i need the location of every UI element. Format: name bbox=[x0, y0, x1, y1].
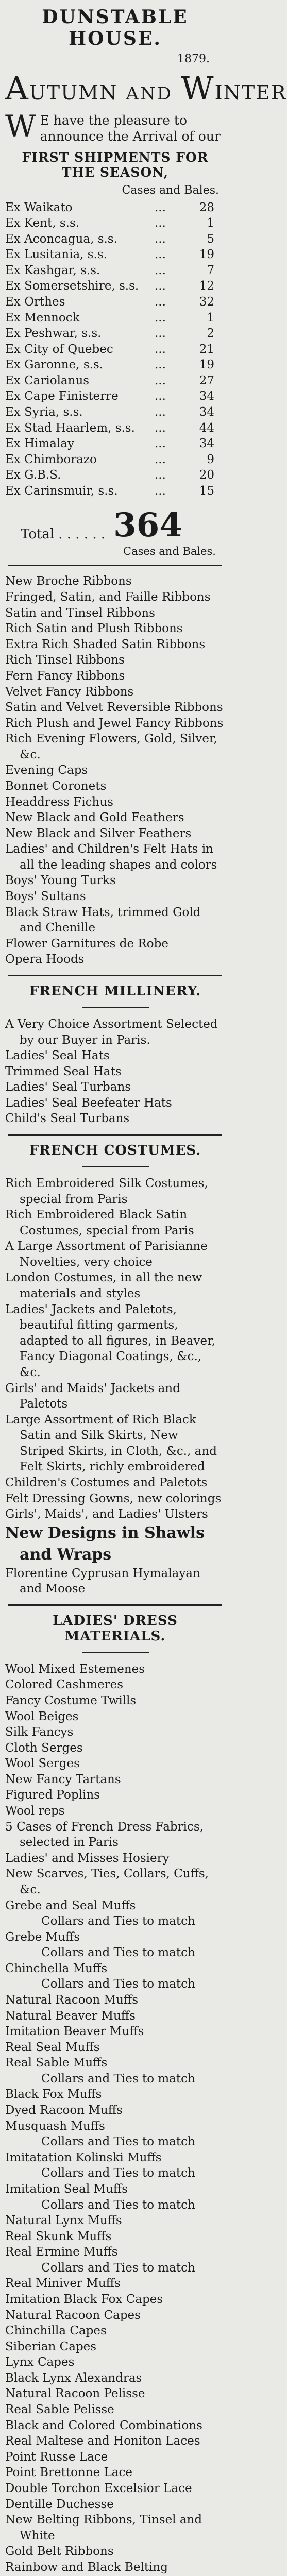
leader-dots: ... bbox=[155, 452, 166, 466]
season-w: W bbox=[180, 70, 215, 107]
matching-accessory-note: Collars and Ties to match bbox=[41, 1914, 195, 1928]
millinery-item: Trimmed Seal Hats bbox=[5, 1064, 122, 1078]
costume-item: Rich Embroidered Black Satin Costumes, special from Paris bbox=[5, 1208, 194, 1238]
leader-dots: ... bbox=[155, 295, 166, 309]
millinery-list bbox=[5, 1016, 225, 1127]
season-inter: INTER bbox=[214, 81, 287, 104]
ship-count: 15 bbox=[199, 484, 214, 498]
ship-name: Ex Cariolanus bbox=[5, 374, 90, 387]
dress-material-item: Wool Serges bbox=[5, 1757, 80, 1771]
millinery-item: Child's Seal Turbans bbox=[5, 1112, 130, 1126]
costume-item: Girls' and Maids' Jackets and Paletots bbox=[5, 1381, 180, 1411]
ribbon-item: Black Straw Hats, trimmed Gold and Chenille bbox=[5, 905, 201, 935]
millinery-item: Ladies' Seal Turbans bbox=[5, 1080, 131, 1094]
leader-dots: ... bbox=[155, 405, 166, 419]
ship-count: 19 bbox=[199, 248, 214, 262]
ribbon-item: New Black and Silver Feathers bbox=[5, 826, 192, 840]
ribbon-item: Boys' Sultans bbox=[5, 890, 86, 904]
ribbon-item: Extra Rich Shaded Satin Ribbons bbox=[5, 637, 206, 651]
ship-count: 12 bbox=[199, 279, 214, 293]
short-divider bbox=[82, 1166, 149, 1167]
ship-name: Ex Aconcagua, s.s. bbox=[5, 232, 117, 246]
ship-name: Ex Stad Haarlem, s.s. bbox=[5, 421, 135, 435]
matching-accessory-note: Collars and Ties to match bbox=[41, 1946, 195, 1960]
dress-material-item: Point Brettonne Lace bbox=[5, 2466, 132, 2480]
ship-count: 9 bbox=[207, 452, 214, 466]
ship-count: 19 bbox=[199, 358, 214, 372]
dress-material-item: Wool Mixed Estemenes bbox=[5, 1662, 145, 1676]
shipment-row bbox=[5, 200, 225, 216]
ship-name: Ex Chimborazo bbox=[5, 452, 97, 466]
dress-material-item: Cloth Serges bbox=[5, 1741, 83, 1755]
dress-material-item: Real Ermine Muffs bbox=[5, 2245, 118, 2259]
shipment-row bbox=[5, 294, 225, 310]
ribbon-item: Ladies' and Children's Felt Hats in all the leading shapes and colors bbox=[5, 842, 217, 872]
costume-item: Girls', Maids', and Ladies' Ulsters bbox=[5, 1507, 208, 1521]
year: 1879. bbox=[177, 53, 210, 65]
leader-dots: ... bbox=[155, 484, 166, 498]
dress-material-item: New Scarves, Ties, Collars, Cuffs, &c. bbox=[5, 1867, 209, 1896]
matching-accessory-note: Collars and Ties to match bbox=[41, 2072, 195, 2086]
dress-material-item: Colored Cashmeres bbox=[5, 1678, 124, 1692]
ribbon-item: Satin and Velvet Reversible Ribbons bbox=[5, 701, 223, 715]
ship-name: Ex Carinsmuir, s.s. bbox=[5, 484, 118, 498]
dress-material-item: Chinchella Muffs bbox=[5, 1961, 108, 1975]
dress-material-item: Chinchilla Capes bbox=[5, 2324, 107, 2338]
dress-material-item: Natural Racoon Pelisse bbox=[5, 2387, 145, 2401]
costume-item: Rich Embroidered Silk Costumes, special from Paris bbox=[5, 1176, 208, 1206]
ship-count: 5 bbox=[207, 232, 214, 246]
millinery-item: Ladies' Seal Beefeater Hats bbox=[5, 1096, 172, 1110]
dress-material-item: Dyed Racoon Muffs bbox=[5, 2104, 123, 2117]
matching-accessory-note: Collars and Ties to match bbox=[41, 2166, 195, 2180]
dress-material-item: Siberian Capes bbox=[5, 2340, 97, 2353]
leader-dots: ... bbox=[155, 468, 166, 482]
ship-name: Ex Kashgar, s.s. bbox=[5, 263, 100, 277]
millinery-item: Ladies' Seal Hats bbox=[5, 1049, 110, 1063]
first-shipments-heading: FIRST SHIPMENTS FOR THE SEASON, bbox=[22, 149, 209, 180]
costume-item: A Large Assortment of Parisianne Novelties, very choice bbox=[5, 1240, 208, 1269]
dress-material-item: Real Skunk Muffs bbox=[5, 2229, 112, 2243]
matching-accessory-note: Collars and Ties to match bbox=[41, 2198, 195, 2212]
leader-dots: ... bbox=[155, 263, 166, 277]
ship-name: Ex Garonne, s.s. bbox=[5, 358, 104, 372]
dress-material-item: Wool Beiges bbox=[5, 1709, 79, 1723]
dress-material-item: Imitation Beaver Muffs bbox=[5, 2025, 144, 2039]
shipment-row bbox=[5, 388, 225, 404]
matching-accessory-note: Collars and Ties to match bbox=[41, 2261, 195, 2275]
ribbon-item: Flower Garnitures de Robe bbox=[5, 937, 168, 951]
dress-material-item: Grebe and Seal Muffs bbox=[5, 1899, 136, 1912]
shipment-row bbox=[5, 326, 225, 342]
shipment-row bbox=[5, 310, 225, 326]
leader-dots: ... bbox=[155, 216, 166, 230]
dress-material-item: Lynx Capes bbox=[5, 2355, 75, 2369]
intro-text: E have the pleasure to announce the Arrival of our bbox=[40, 113, 221, 144]
dress-material-item: Imitation Black Fox Capes bbox=[5, 2292, 163, 2306]
leader-dots: ... bbox=[155, 437, 166, 451]
ship-name: Ex Waikato bbox=[5, 200, 73, 214]
ship-count: 32 bbox=[199, 295, 214, 309]
season-a: A bbox=[5, 70, 29, 107]
ribbon-item: Bonnet Coronets bbox=[5, 779, 107, 793]
leader-dots: ... bbox=[155, 311, 166, 325]
dress-material-item: Black Fox Muffs bbox=[5, 2088, 102, 2102]
dress-material-item: New Fancy Tartans bbox=[5, 1772, 121, 1786]
dress-material-item: Imitatation Kolinski Muffs bbox=[5, 2150, 162, 2164]
dress-material-item: Natural Beaver Muffs bbox=[5, 2009, 136, 2023]
shipment-row bbox=[5, 215, 225, 231]
shipment-row bbox=[5, 263, 225, 279]
dress-material-item: Musquash Muffs bbox=[5, 2119, 105, 2133]
ribbon-item: Opera Hoods bbox=[5, 953, 85, 967]
ship-count: 34 bbox=[199, 437, 214, 451]
ship-count: 44 bbox=[199, 421, 214, 435]
season-utumn: UTUMN bbox=[29, 81, 118, 104]
leader-dots: ... bbox=[155, 374, 166, 387]
dress-material-item: Natural Racoon Muffs bbox=[5, 1993, 139, 2007]
leader-dots: ... bbox=[155, 389, 166, 403]
shipment-row bbox=[5, 342, 225, 358]
shipment-row bbox=[5, 404, 225, 420]
dress-materials-heading: LADIES' DRESS MATERIALS. bbox=[53, 1613, 178, 1644]
leader-dots: ... bbox=[155, 200, 166, 214]
dress-material-item: Ladies' and Misses Hosiery bbox=[5, 1851, 170, 1865]
dress-material-item: Double Torchon Excelsior Lace bbox=[5, 2481, 192, 2495]
shipment-row bbox=[5, 483, 225, 499]
leader-dots: ... bbox=[155, 342, 166, 356]
dress-materials-list bbox=[5, 1662, 225, 2576]
leader-dots: ... bbox=[155, 327, 166, 341]
dress-material-item: Figured Poplins bbox=[5, 1788, 100, 1802]
shipment-row bbox=[5, 231, 225, 247]
divider bbox=[8, 565, 222, 566]
shipment-row bbox=[5, 452, 225, 468]
total-value: 364 bbox=[113, 506, 182, 545]
total-unit: Cases and Bales. bbox=[123, 545, 216, 558]
millinery-heading: FRENCH MILLINERY. bbox=[29, 983, 201, 999]
costume-item: Children's Costumes and Paletots bbox=[5, 1476, 208, 1489]
dress-material-item: Real Sable Muffs bbox=[5, 2056, 108, 2070]
ribbon-item: Rich Evening Flowers, Gold, Silver, &c. bbox=[5, 732, 217, 761]
dress-material-item: Rainbow and Black Belting bbox=[5, 2560, 168, 2574]
ribbon-list bbox=[5, 573, 225, 967]
costume-item: Ladies' Jackets and Paletots, beautiful fitting garments, adapted to all figures, in Beaver, Fancy Diagonal Coatings, &c., &c. bbox=[5, 1302, 215, 1379]
costume-item: Felt Dressing Gowns, new colorings bbox=[5, 1492, 222, 1505]
ship-name: Ex Syria, s.s. bbox=[5, 405, 83, 419]
short-divider bbox=[82, 1652, 149, 1653]
divider bbox=[8, 1604, 222, 1606]
shipment-row bbox=[5, 247, 225, 263]
total-label: Total bbox=[21, 527, 55, 543]
costumes-heading: FRENCH COSTUMES. bbox=[29, 1142, 201, 1158]
leader-dots: ... bbox=[155, 248, 166, 262]
dress-material-item: Natural Lynx Muffs bbox=[5, 2214, 122, 2228]
costume-item: London Costumes, in all the new materials and styles bbox=[5, 1271, 202, 1301]
ship-name: Ex City of Quebec bbox=[5, 342, 113, 356]
costume-item: Large Assortment of Rich Black Satin and Silk Skirts, New Striped Skirts, in Cloth, &c., and Felt Skirts, richly embroidered bbox=[5, 1413, 217, 1474]
ship-name: Ex Peshwar, s.s. bbox=[5, 327, 102, 341]
leader-dots: ... bbox=[155, 358, 166, 372]
dress-material-item: Black and Colored Combinations bbox=[5, 2418, 202, 2432]
ship-count: 27 bbox=[199, 374, 214, 387]
ship-count: 1 bbox=[207, 216, 214, 230]
cases-and-bales-heading: Cases and Bales. bbox=[122, 183, 219, 197]
dress-material-item: New Belting Ribbons, Tinsel and White bbox=[5, 2513, 202, 2543]
costumes-list bbox=[5, 1176, 225, 1522]
ship-name: Ex Kent, s.s. bbox=[5, 216, 80, 230]
dress-material-item: Real Maltese and Honiton Laces bbox=[5, 2434, 200, 2448]
ship-count: 34 bbox=[199, 389, 214, 403]
dress-material-item: Fancy Costume Twills bbox=[5, 1694, 137, 1708]
shipment-row bbox=[5, 420, 225, 436]
ship-count: 28 bbox=[199, 200, 214, 214]
dress-material-item: 5 Cases of French Dress Fabrics, selected in Paris bbox=[5, 1820, 204, 1850]
leader-dots: ... bbox=[155, 421, 166, 435]
ribbon-item: Rich Satin and Plush Ribbons bbox=[5, 622, 183, 636]
shipment-list bbox=[5, 200, 225, 499]
leader-dots: ... bbox=[155, 232, 166, 246]
ship-count: 1 bbox=[207, 311, 214, 325]
dress-material-item: Silk Fancys bbox=[5, 1725, 74, 1739]
ship-name: Ex G.B.S. bbox=[5, 468, 61, 482]
ribbon-item: Headdress Fichus bbox=[5, 795, 113, 809]
ship-count: 20 bbox=[199, 468, 214, 482]
dress-material-item: Grebe Muffs bbox=[5, 1930, 80, 1944]
dress-material-item: Black Lynx Alexandras bbox=[5, 2371, 142, 2385]
dress-material-item: Real Miniver Muffs bbox=[5, 2277, 121, 2291]
ship-name: Ex Cape Finisterre bbox=[5, 389, 119, 403]
dress-material-item: Imitation Seal Muffs bbox=[5, 2182, 128, 2196]
shawls-line: New Designs in Shawls and Wraps bbox=[5, 1523, 205, 1564]
intro-paragraph bbox=[5, 109, 225, 145]
shipment-row bbox=[5, 278, 225, 294]
ribbon-item: New Broche Ribbons bbox=[5, 574, 132, 588]
ship-name: Ex Orthes bbox=[5, 295, 65, 309]
short-divider bbox=[82, 1007, 149, 1008]
shipment-row bbox=[5, 373, 225, 389]
ribbon-item: Rich Tinsel Ribbons bbox=[5, 653, 125, 667]
season-and: AND bbox=[126, 83, 173, 104]
divider bbox=[8, 975, 222, 976]
florentine-line: Florentine Cyprusan Hymalayan and Moose bbox=[5, 1566, 200, 1596]
ribbon-item: New Black and Gold Feathers bbox=[5, 811, 184, 825]
masthead: DUNSTABLE HOUSE. bbox=[42, 6, 189, 49]
ship-count: 2 bbox=[207, 327, 214, 341]
ship-count: 21 bbox=[199, 342, 214, 356]
ship-count: 7 bbox=[207, 263, 214, 277]
total-row: Total . . . . . . 364 bbox=[21, 506, 182, 545]
dress-material-item: Natural Racoon Capes bbox=[5, 2308, 141, 2322]
ship-name: Ex Mennock bbox=[5, 311, 80, 325]
ribbon-item: Velvet Fancy Ribbons bbox=[5, 685, 134, 699]
ribbon-item: Fringed, Satin, and Faille Ribbons bbox=[5, 590, 211, 604]
ship-name: Ex Himalay bbox=[5, 437, 75, 451]
intro-dropcap: W bbox=[5, 109, 36, 144]
dress-material-item: Point Russe Lace bbox=[5, 2450, 108, 2464]
ribbon-item: Fern Fancy Ribbons bbox=[5, 669, 125, 683]
divider bbox=[8, 1134, 222, 1136]
matching-accessory-note: Collars and Ties to match bbox=[41, 1977, 195, 1991]
shipment-row bbox=[5, 436, 225, 452]
dress-material-item: Gold Belt Ribbons bbox=[5, 2545, 114, 2558]
ship-count: 34 bbox=[199, 405, 214, 419]
ship-name: Ex Somersetshire, s.s. bbox=[5, 279, 139, 293]
dress-material-item: Real Seal Muffs bbox=[5, 2040, 100, 2054]
ribbon-item: Evening Caps bbox=[5, 764, 88, 777]
shipment-row bbox=[5, 467, 225, 483]
season-title bbox=[5, 70, 287, 107]
millinery-item: A Very Choice Assortment Selected by our Buyer in Paris. bbox=[5, 1017, 218, 1047]
dress-material-item: Real Sable Pelisse bbox=[5, 2403, 114, 2417]
ship-name: Ex Lusitania, s.s. bbox=[5, 248, 108, 262]
shipment-row bbox=[5, 357, 225, 373]
ribbon-item: Rich Plush and Jewel Fancy Ribbons bbox=[5, 716, 224, 730]
leader-dots: ... bbox=[155, 279, 166, 293]
dress-material-item: Dentille Duchesse bbox=[5, 2497, 114, 2511]
ribbon-item: Satin and Tinsel Ribbons bbox=[5, 606, 155, 620]
dress-material-item: Wool reps bbox=[5, 1804, 65, 1818]
ribbon-item: Boys' Young Turks bbox=[5, 874, 116, 888]
matching-accessory-note: Collars and Ties to match bbox=[41, 2135, 195, 2149]
